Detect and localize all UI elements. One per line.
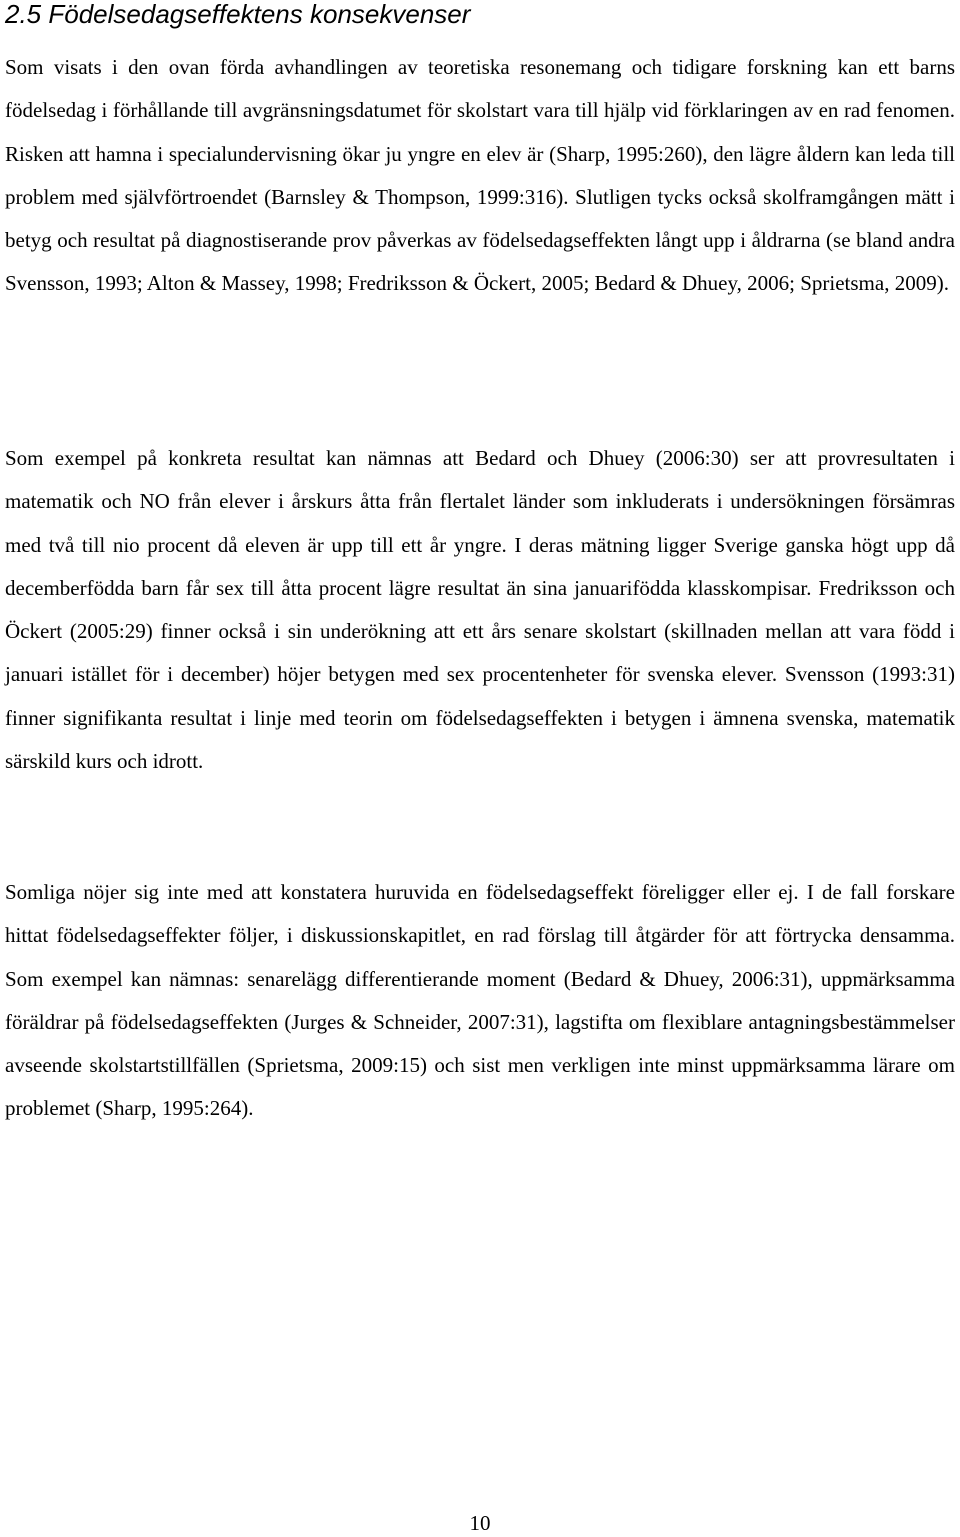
paragraph-1: Som visats i den ovan förda avhandlingen av teoretiska resonemang och tidigare forskning kan ett barns födelsedag i förhållande till avgränsningsdatumet för skolstart vara till hjälp vid förklaringen av en rad fenomen. Risken att hamna i specialundervisning ökar ju yngre en elev är (Sharp, 1995:260), den lägre åldern kan leda till problem med självförtroendet (Barnsley & Thompson, 1999:316). Slutligen tycks också skolframgången mätt i betyg och resultat på diagnostiserande prov påverkas av födelsedagseffekten långt upp i åldrarna (se bland andra Svensson, 1993; Alton & Massey, 1998; Fredriksson & Öckert, 2005; Bedard & Dhuey, 2006; Sprietsma, 2009). — [5, 55, 955, 296]
section-heading: 2.5 Födelsedagseffektens konsekvenser — [5, 0, 471, 29]
paragraph-2: Som exempel på konkreta resultat kan nämnas att Bedard och Dhuey (2006:30) ser att provresultaten i matematik och NO från elever i årskurs åtta från flertalet länder som inkluderats i undersökningen försämras med två till nio procent då eleven är upp till ett år yngre. I deras mätning ligger Sverige ganska högt upp då decemberfödda barn får sex till åtta procent lägre resultat än sina januarifödda klasskompisar. Fredriksson och Öckert (2005:29) finner också i sin underökning att ett års senare skolstart (skillnaden mellan att vara född i januari istället för i december) höjer betygen med sex procentenheter för svenska elever. Svensson (1993:31) finner signifikanta resultat i linje med teorin om födelsedagseffekten i betygen i ämnena svenska, matematik särskild kurs och idrott. — [5, 446, 955, 774]
paragraph-3: Somliga nöjer sig inte med att konstatera huruvida en födelsedagseffekt föreligger eller ej. I de fall forskare hittat födelsedagseffekter följer, i diskussionskapitlet, en rad förslag till åtgärder för att förtrycka densamma. Som exempel kan nämnas: senarelägg differentierande moment (Bedard & Dhuey, 2006:31), uppmärksamma föräldrar på födelsedagseffekten (Jurges & Schneider, 2007:31), lagstifta om flexiblare antagningsbestämmelser avseende skolstartstillfällen (Sprietsma, 2009:15) och sist men verkligen inte minst uppmärksamma lärare om problemet (Sharp, 1995:264). — [5, 880, 955, 1121]
page-number: 10 — [469, 1511, 491, 1535]
document-page — [5, 0, 955, 1121]
